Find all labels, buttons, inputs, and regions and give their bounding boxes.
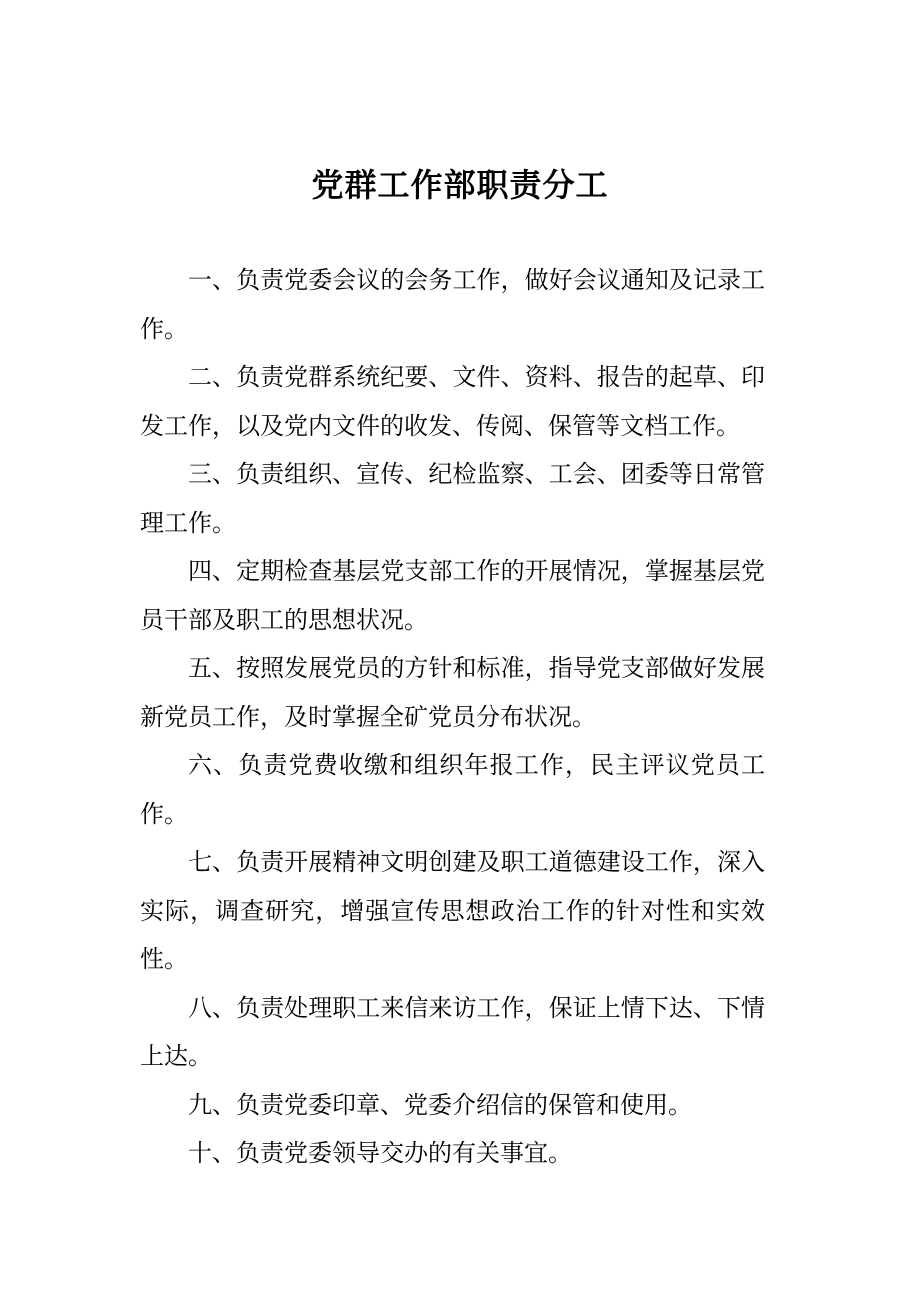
paragraph-8: 八、负责处理职工来信来访工作，保证上情下达、下情上达。 [140,993,765,1070]
paragraph-2: 二、负责党群系统纪要、文件、资料、报告的起草、印发工作，以及党内文件的收发、传阅、保管等文档工作。 [140,363,765,440]
document-body [140,256,765,1178]
paragraph-9: 九、负责党委印章、党委介绍信的保管和使用。 [188,1090,692,1119]
paragraph-1: 一、负责党委会议的会务工作，做好会议通知及记录工作。 [140,266,765,343]
paragraph-5: 五、按照发展党员的方针和标准，指导党支部做好发展新党员工作，及时掌握全矿党员分布状况。 [140,654,765,731]
paragraph-4: 四、定期检查基层党支部工作的开展情况，掌握基层党员干部及职工的思想状况。 [140,557,765,634]
paragraph-7: 七、负责开展精神文明创建及职工道德建设工作，深入实际，调查研究，增强宣传思想政治工作的针对性和实效性。 [140,848,765,973]
paragraph-6: 六、负责党费收缴和组织年报工作，民主评议党员工作。 [140,751,765,828]
document-title: 党群工作部职责分工 [311,166,609,204]
paragraph-3: 三、负责组织、宣传、纪检监察、工会、团委等日常管理工作。 [140,460,765,537]
paragraph-10: 十、负责党委领导交办的有关事宜。 [188,1139,572,1167]
